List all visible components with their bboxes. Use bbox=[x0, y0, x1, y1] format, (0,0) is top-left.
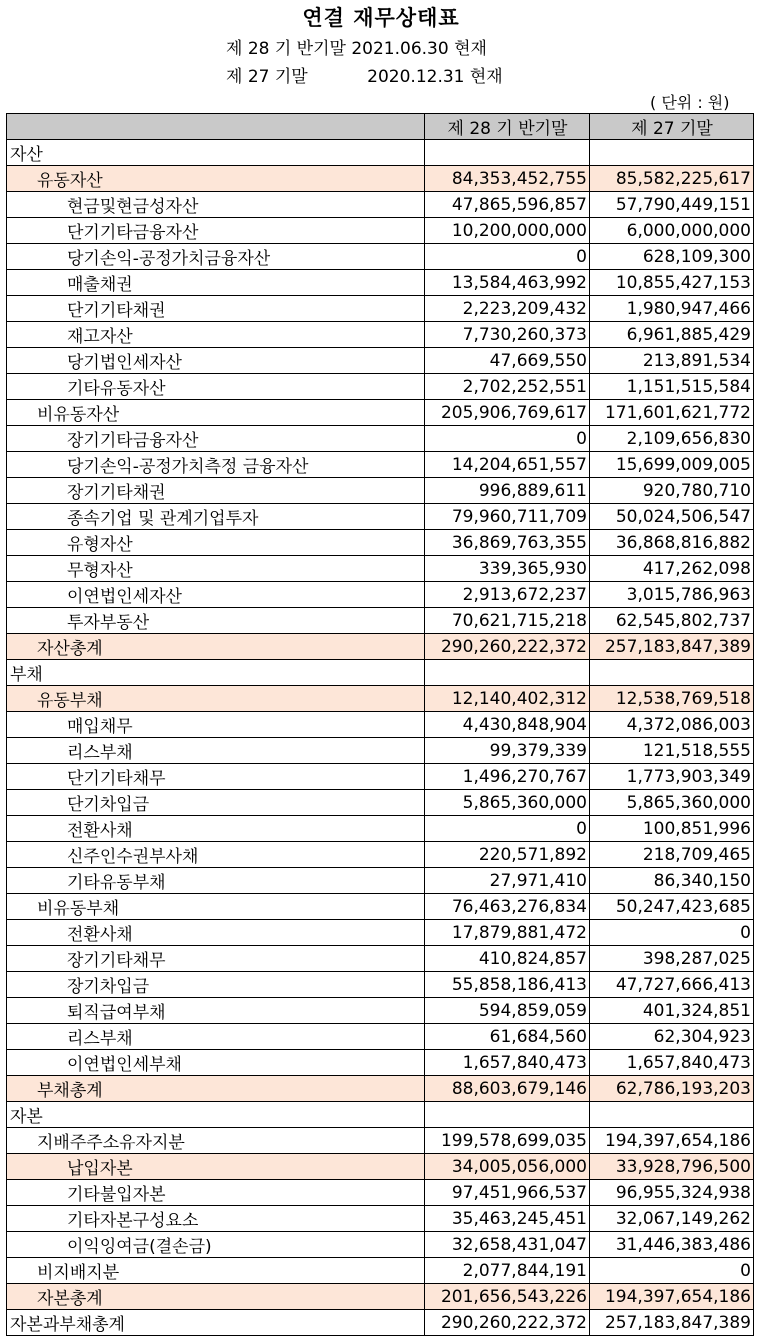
row-label: 신주인수권부사채 bbox=[7, 842, 425, 868]
table-row bbox=[7, 608, 754, 634]
previous-period-value: 62,304,923 bbox=[590, 1024, 754, 1050]
previous-period-value: 257,183,847,389 bbox=[590, 1310, 754, 1336]
row-label: 기타자본구성요소 bbox=[7, 1206, 425, 1232]
table-row bbox=[7, 530, 754, 556]
table-row bbox=[7, 374, 754, 400]
previous-period-value: 218,709,465 bbox=[590, 842, 754, 868]
row-label: 당기손익-공정가치금융자산 bbox=[7, 244, 425, 270]
row-label: 기타유동부채 bbox=[7, 868, 425, 894]
current-period-value: 0 bbox=[425, 816, 590, 842]
row-label: 매출채권 bbox=[7, 270, 425, 296]
table-row bbox=[7, 556, 754, 582]
table-row bbox=[7, 972, 754, 998]
previous-period-value: 4,372,086,003 bbox=[590, 712, 754, 738]
current-period-value bbox=[425, 140, 590, 166]
row-label: 비유동부채 bbox=[7, 894, 425, 920]
row-label: 지배주주소유자지분 bbox=[7, 1128, 425, 1154]
current-period-value: 55,858,186,413 bbox=[425, 972, 590, 998]
table-row bbox=[7, 504, 754, 530]
row-label: 리스부채 bbox=[7, 1024, 425, 1050]
previous-period-value: 401,324,851 bbox=[590, 998, 754, 1024]
table-row bbox=[7, 946, 754, 972]
current-period-value: 88,603,679,146 bbox=[425, 1076, 590, 1102]
table-row bbox=[7, 218, 754, 244]
table-row bbox=[7, 998, 754, 1024]
current-period-value: 0 bbox=[425, 426, 590, 452]
table-row bbox=[7, 1232, 754, 1258]
table-row bbox=[7, 1076, 754, 1102]
row-label: 비지배지분 bbox=[7, 1258, 425, 1284]
previous-period-value: 96,955,324,938 bbox=[590, 1180, 754, 1206]
current-period-value: 290,260,222,372 bbox=[425, 1310, 590, 1336]
row-label: 단기기타금융자산 bbox=[7, 218, 425, 244]
current-period-value: 32,658,431,047 bbox=[425, 1232, 590, 1258]
row-label: 종속기업 및 관계기업투자 bbox=[7, 504, 425, 530]
balance-sheet-table bbox=[6, 113, 754, 1336]
previous-period-value: 47,727,666,413 bbox=[590, 972, 754, 998]
current-period-value: 17,879,881,472 bbox=[425, 920, 590, 946]
previous-period-value: 398,287,025 bbox=[590, 946, 754, 972]
current-period-value bbox=[425, 660, 590, 686]
previous-period-value: 6,000,000,000 bbox=[590, 218, 754, 244]
current-period-value: 2,077,844,191 bbox=[425, 1258, 590, 1284]
table-row bbox=[7, 244, 754, 270]
previous-period-value: 62,786,193,203 bbox=[590, 1076, 754, 1102]
table-row bbox=[7, 790, 754, 816]
row-label: 자본과부채총계 bbox=[7, 1310, 425, 1336]
previous-period-value: 6,961,885,429 bbox=[590, 322, 754, 348]
current-period-value: 34,005,056,000 bbox=[425, 1154, 590, 1180]
previous-period-value: 257,183,847,389 bbox=[590, 634, 754, 660]
row-label: 기타유동자산 bbox=[7, 374, 425, 400]
table-row bbox=[7, 868, 754, 894]
current-period-value: 99,379,339 bbox=[425, 738, 590, 764]
table-row bbox=[7, 296, 754, 322]
row-label: 재고자산 bbox=[7, 322, 425, 348]
previous-period-value: 36,868,816,882 bbox=[590, 530, 754, 556]
header-previous-period: 제 27 기말 bbox=[590, 114, 754, 140]
row-label: 단기기타채권 bbox=[7, 296, 425, 322]
table-row bbox=[7, 764, 754, 790]
row-label: 단기차입금 bbox=[7, 790, 425, 816]
previous-period-value: 86,340,150 bbox=[590, 868, 754, 894]
current-period-value: 1,657,840,473 bbox=[425, 1050, 590, 1076]
previous-period-value: 10,855,427,153 bbox=[590, 270, 754, 296]
row-label: 비유동자산 bbox=[7, 400, 425, 426]
current-period-value: 2,913,672,237 bbox=[425, 582, 590, 608]
previous-period-value: 0 bbox=[590, 920, 754, 946]
row-label: 유동자산 bbox=[7, 166, 425, 192]
table-row bbox=[7, 1258, 754, 1284]
previous-period-value: 33,928,796,500 bbox=[590, 1154, 754, 1180]
row-label: 전환사채 bbox=[7, 816, 425, 842]
row-label: 퇴직급여부채 bbox=[7, 998, 425, 1024]
previous-period-value: 194,397,654,186 bbox=[590, 1284, 754, 1310]
current-period-value: 594,859,059 bbox=[425, 998, 590, 1024]
current-period-value: 7,730,260,373 bbox=[425, 322, 590, 348]
previous-period-value bbox=[590, 660, 754, 686]
row-label: 장기차입금 bbox=[7, 972, 425, 998]
previous-period-value: 100,851,996 bbox=[590, 816, 754, 842]
row-label: 단기기타채무 bbox=[7, 764, 425, 790]
current-period-value: 12,140,402,312 bbox=[425, 686, 590, 712]
previous-period-value: 5,865,360,000 bbox=[590, 790, 754, 816]
current-period-value: 47,865,596,857 bbox=[425, 192, 590, 218]
current-period-value: 61,684,560 bbox=[425, 1024, 590, 1050]
current-period-value: 76,463,276,834 bbox=[425, 894, 590, 920]
row-label: 기타불입자본 bbox=[7, 1180, 425, 1206]
row-label: 당기손익-공정가치측정 금융자산 bbox=[7, 452, 425, 478]
table-row bbox=[7, 1180, 754, 1206]
table-row bbox=[7, 1154, 754, 1180]
row-label: 자본 bbox=[7, 1102, 425, 1128]
previous-period-value: 417,262,098 bbox=[590, 556, 754, 582]
previous-period-value: 1,980,947,466 bbox=[590, 296, 754, 322]
row-label: 유형자산 bbox=[7, 530, 425, 556]
table-row bbox=[7, 1284, 754, 1310]
previous-period-value: 32,067,149,262 bbox=[590, 1206, 754, 1232]
table-row bbox=[7, 582, 754, 608]
header-label-column bbox=[7, 114, 425, 140]
current-period-value: 79,960,711,709 bbox=[425, 504, 590, 530]
current-period-value: 1,496,270,767 bbox=[425, 764, 590, 790]
current-period-value: 5,865,360,000 bbox=[425, 790, 590, 816]
previous-period-value: 85,582,225,617 bbox=[590, 166, 754, 192]
table-row bbox=[7, 738, 754, 764]
previous-period-value: 12,538,769,518 bbox=[590, 686, 754, 712]
row-label: 자산총계 bbox=[7, 634, 425, 660]
table-row bbox=[7, 1102, 754, 1128]
current-period-value: 205,906,769,617 bbox=[425, 400, 590, 426]
previous-period-value: 31,446,383,486 bbox=[590, 1232, 754, 1258]
previous-period-value: 194,397,654,186 bbox=[590, 1128, 754, 1154]
current-period-value: 339,365,930 bbox=[425, 556, 590, 582]
previous-period-value: 2,109,656,830 bbox=[590, 426, 754, 452]
current-period-value: 10,200,000,000 bbox=[425, 218, 590, 244]
table-row bbox=[7, 348, 754, 374]
table-row bbox=[7, 270, 754, 296]
row-label: 유동부채 bbox=[7, 686, 425, 712]
current-period-value: 2,223,209,432 bbox=[425, 296, 590, 322]
row-label: 납입자본 bbox=[7, 1154, 425, 1180]
previous-period-value: 57,790,449,151 bbox=[590, 192, 754, 218]
table-row bbox=[7, 842, 754, 868]
table-row bbox=[7, 712, 754, 738]
current-period-value: 84,353,452,755 bbox=[425, 166, 590, 192]
row-label: 장기기타채권 bbox=[7, 478, 425, 504]
row-label: 무형자산 bbox=[7, 556, 425, 582]
previous-period-value: 628,109,300 bbox=[590, 244, 754, 270]
table-row bbox=[7, 1128, 754, 1154]
header-current-period: 제 28 기 반기말 bbox=[425, 114, 590, 140]
previous-period-value: 213,891,534 bbox=[590, 348, 754, 374]
current-period-value: 220,571,892 bbox=[425, 842, 590, 868]
row-label: 리스부채 bbox=[7, 738, 425, 764]
previous-period-value bbox=[590, 140, 754, 166]
table-row bbox=[7, 1310, 754, 1336]
current-period-value: 14,204,651,557 bbox=[425, 452, 590, 478]
previous-period-value bbox=[590, 1102, 754, 1128]
table-row bbox=[7, 920, 754, 946]
period-previous: 제 27 기말 2020.12.31 현재 bbox=[226, 67, 503, 87]
row-label: 자본총계 bbox=[7, 1284, 425, 1310]
row-label: 자산 bbox=[7, 140, 425, 166]
row-label: 이연법인세자산 bbox=[7, 582, 425, 608]
current-period-value: 47,669,550 bbox=[425, 348, 590, 374]
table-row bbox=[7, 166, 754, 192]
previous-period-value: 0 bbox=[590, 1258, 754, 1284]
previous-period-value: 1,151,515,584 bbox=[590, 374, 754, 400]
current-period-value: 13,584,463,992 bbox=[425, 270, 590, 296]
row-label: 부채 bbox=[7, 660, 425, 686]
report-title: 연결 재무상태표 bbox=[302, 6, 460, 30]
previous-period-value: 3,015,786,963 bbox=[590, 582, 754, 608]
period-current: 제 28 기 반기말 2021.06.30 현재 bbox=[226, 39, 487, 59]
previous-period-value: 920,780,710 bbox=[590, 478, 754, 504]
row-label: 당기법인세자산 bbox=[7, 348, 425, 374]
row-label: 이익잉여금(결손금) bbox=[7, 1232, 425, 1258]
table-row bbox=[7, 192, 754, 218]
current-period-value: 36,869,763,355 bbox=[425, 530, 590, 556]
previous-period-value: 50,247,423,685 bbox=[590, 894, 754, 920]
current-period-value: 35,463,245,451 bbox=[425, 1206, 590, 1232]
previous-period-value: 171,601,621,772 bbox=[590, 400, 754, 426]
current-period-value: 70,621,715,218 bbox=[425, 608, 590, 634]
current-period-value bbox=[425, 1102, 590, 1128]
table-row bbox=[7, 322, 754, 348]
row-label: 장기기타채무 bbox=[7, 946, 425, 972]
table-row bbox=[7, 1024, 754, 1050]
table-row bbox=[7, 894, 754, 920]
current-period-value: 410,824,857 bbox=[425, 946, 590, 972]
current-period-value: 4,430,848,904 bbox=[425, 712, 590, 738]
current-period-value: 201,656,543,226 bbox=[425, 1284, 590, 1310]
row-label: 매입채무 bbox=[7, 712, 425, 738]
table-body bbox=[7, 140, 754, 1336]
table-row bbox=[7, 140, 754, 166]
row-label: 현금및현금성자산 bbox=[7, 192, 425, 218]
row-label: 장기기타금융자산 bbox=[7, 426, 425, 452]
table-row bbox=[7, 400, 754, 426]
table-row bbox=[7, 816, 754, 842]
current-period-value: 27,971,410 bbox=[425, 868, 590, 894]
table-row bbox=[7, 1206, 754, 1232]
current-period-value: 996,889,611 bbox=[425, 478, 590, 504]
table-header-row bbox=[7, 114, 754, 140]
previous-period-value: 1,657,840,473 bbox=[590, 1050, 754, 1076]
row-label: 투자부동산 bbox=[7, 608, 425, 634]
unit-label: ( 단위 : 원) bbox=[650, 93, 730, 112]
previous-period-value: 62,545,802,737 bbox=[590, 608, 754, 634]
current-period-value: 199,578,699,035 bbox=[425, 1128, 590, 1154]
table-row bbox=[7, 1050, 754, 1076]
row-label: 이연법인세부채 bbox=[7, 1050, 425, 1076]
table-row bbox=[7, 452, 754, 478]
current-period-value: 290,260,222,372 bbox=[425, 634, 590, 660]
row-label: 부채총계 bbox=[7, 1076, 425, 1102]
row-label: 전환사채 bbox=[7, 920, 425, 946]
table-row bbox=[7, 660, 754, 686]
previous-period-value: 1,773,903,349 bbox=[590, 764, 754, 790]
previous-period-value: 15,699,009,005 bbox=[590, 452, 754, 478]
table-row bbox=[7, 634, 754, 660]
table-row bbox=[7, 686, 754, 712]
table-row bbox=[7, 478, 754, 504]
table-row bbox=[7, 426, 754, 452]
current-period-value: 2,702,252,551 bbox=[425, 374, 590, 400]
previous-period-value: 50,024,506,547 bbox=[590, 504, 754, 530]
previous-period-value: 121,518,555 bbox=[590, 738, 754, 764]
current-period-value: 97,451,966,537 bbox=[425, 1180, 590, 1206]
current-period-value: 0 bbox=[425, 244, 590, 270]
